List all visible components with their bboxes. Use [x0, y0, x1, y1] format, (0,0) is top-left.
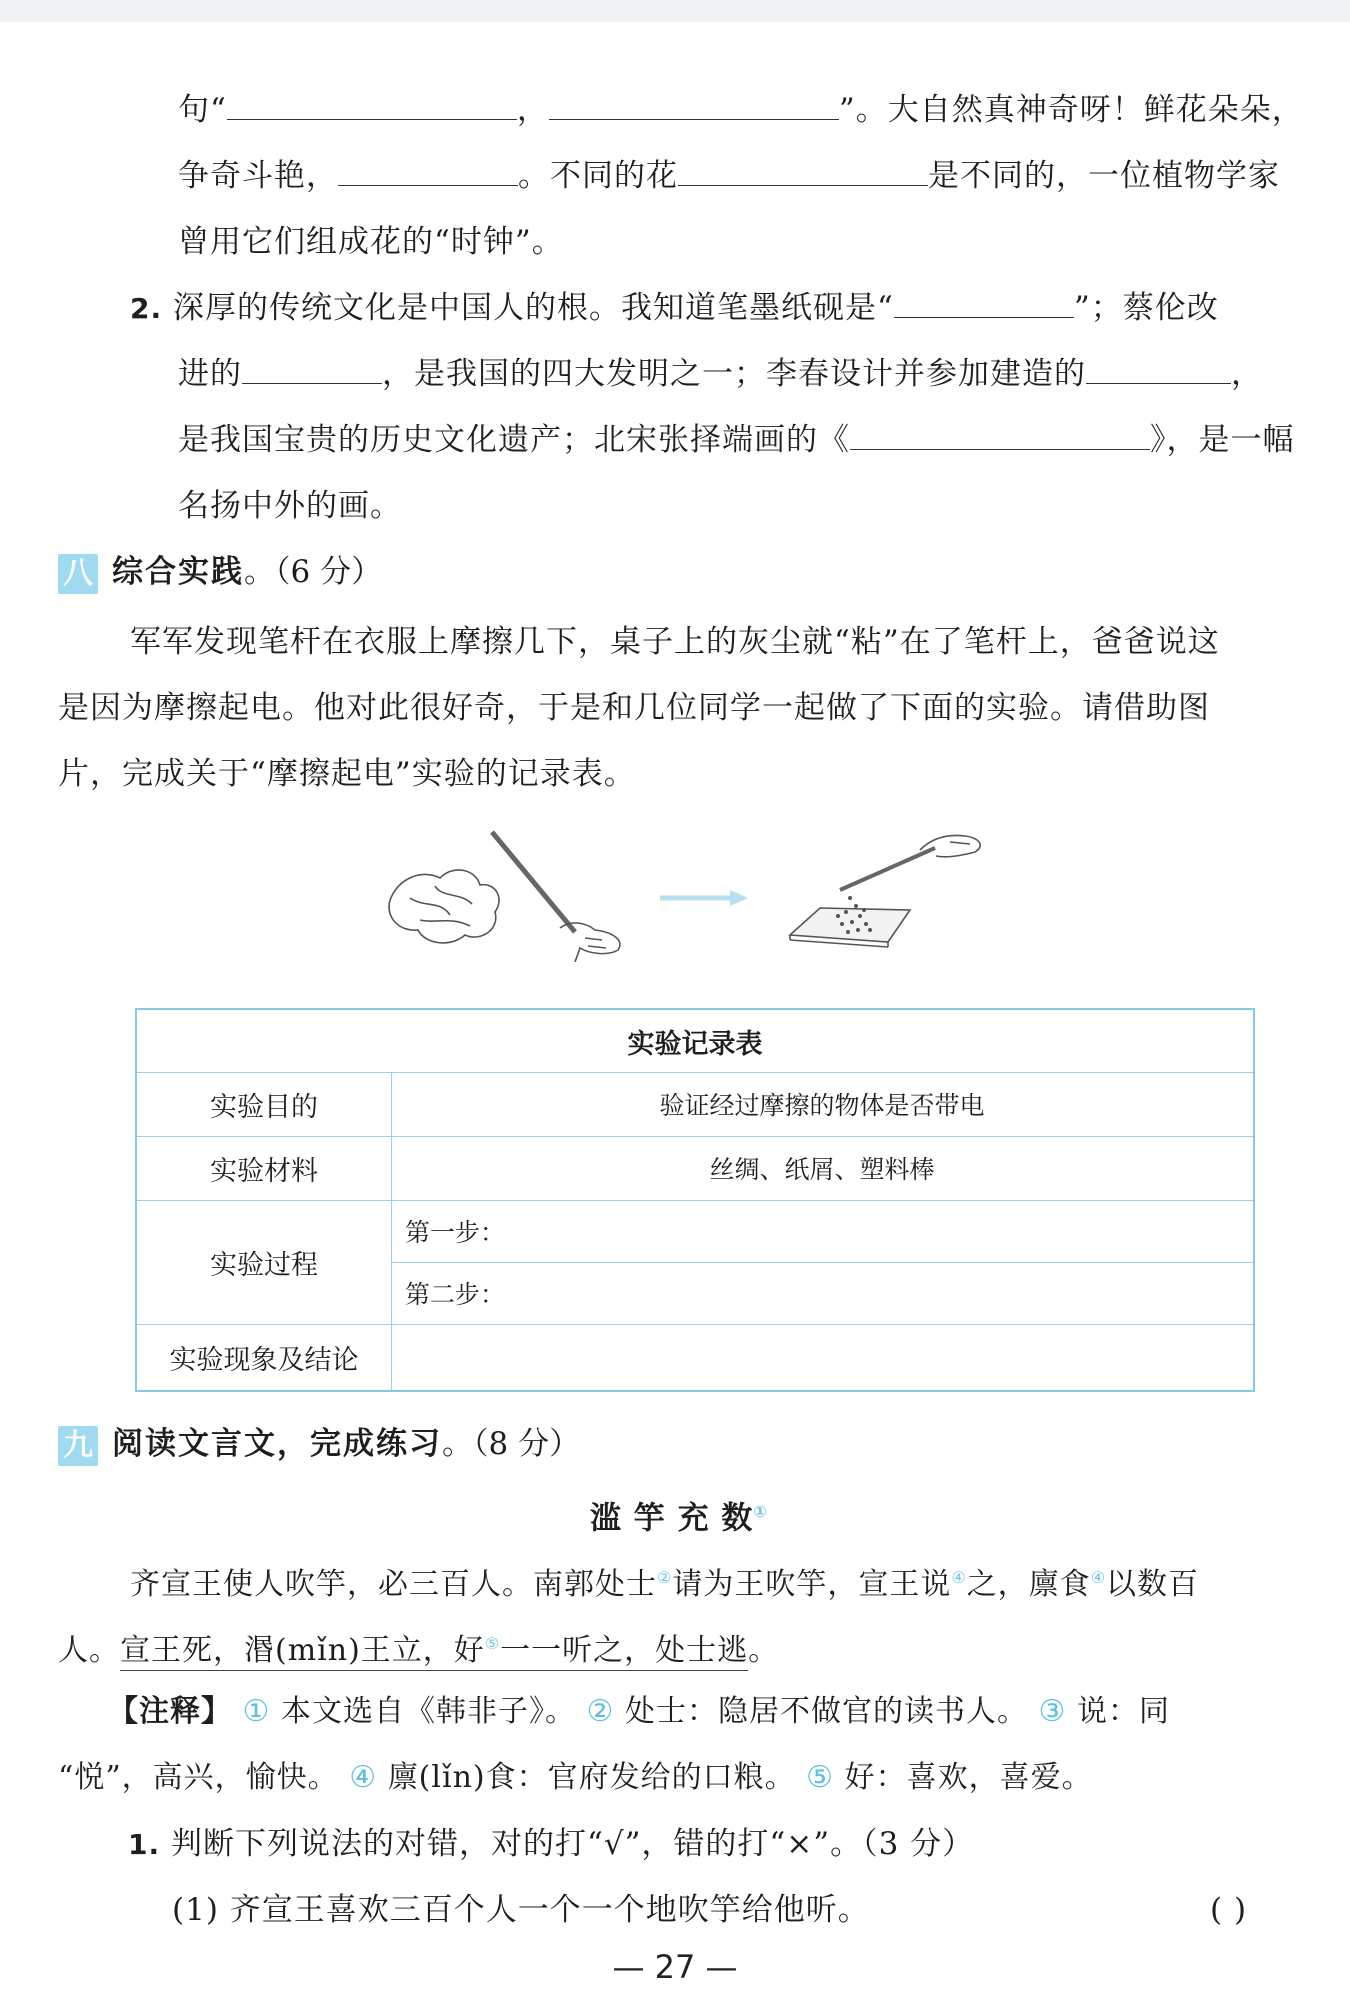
note-text: 本文选自《韩非子》。 [281, 1694, 576, 1729]
answer-blank[interactable] [678, 155, 928, 186]
text-segment: 之，廪食 [966, 1567, 1091, 1602]
note-marker: ④ [1090, 1568, 1107, 1587]
underlined-sentence [120, 1633, 748, 1671]
note-marker: ② [657, 1568, 673, 1587]
section-score: 。（8 分） [442, 1426, 581, 1462]
q7-item2-line3-text-a: 是我国宝贵的历史文化遗产；北宋张择端画的《 [178, 422, 850, 458]
note-text: 好：喜欢，喜爱。 [844, 1760, 1093, 1795]
page-number: — 27 — [612, 1948, 738, 1986]
experiment-record-table [135, 1008, 1255, 1392]
note-number: ③ [1038, 1694, 1067, 1729]
text-segment: 以数百 [1106, 1567, 1200, 1602]
answer-blank[interactable] [242, 353, 382, 384]
section-title: 综合实践 [112, 554, 244, 590]
notes-line1 [108, 1690, 1170, 1734]
section-9-heading [58, 1422, 580, 1466]
answer-blank[interactable] [850, 419, 1150, 450]
text-segment: 一一听之，处士逃 [500, 1633, 749, 1668]
q7-item2-line1 [130, 286, 1219, 331]
q9-1-item1 [172, 1888, 870, 1932]
q7-item2-line2-text-c: ， [1231, 356, 1263, 392]
q7-item2-line3-text-b: 》，是一幅 [1150, 422, 1295, 458]
text-segment: 宣王死，湣(mǐn)王立，好 [120, 1633, 485, 1668]
answer-blank[interactable] [549, 89, 839, 120]
notes-line2 [58, 1756, 1093, 1800]
section-8-heading [58, 550, 382, 594]
question-number: 2. [130, 292, 163, 325]
experiment-illustration [380, 820, 1000, 970]
question-text: 判断下列说法的对错，对的打“√”，错的打“×”。（3 分） [170, 1826, 975, 1862]
classical-text-line1 [130, 1556, 1199, 1607]
row-value-purpose: 验证经过摩擦的物体是否带电 [659, 1091, 985, 1120]
q7-item2-line1-text-b: ”；蔡伦改 [1073, 290, 1219, 326]
row-label-purpose: 实验目的 [210, 1091, 318, 1123]
silk-cloth-icon [389, 870, 499, 943]
row-label-materials: 实验材料 [210, 1155, 318, 1187]
table-column-divider [391, 1072, 392, 1390]
note-number: ④ [349, 1760, 378, 1795]
section-score: 。（6 分） [244, 554, 383, 590]
poem-title-text: 滥 竽 充 数 [590, 1500, 754, 1537]
note-text: “悦”，高兴，愉快。 [58, 1760, 339, 1795]
note-number: ⑤ [806, 1760, 835, 1795]
classical-text-line2 [58, 1622, 779, 1673]
note-marker: ① [753, 1502, 768, 1521]
arrow-icon [660, 890, 748, 906]
row-label-process: 实验过程 [210, 1249, 318, 1281]
answer-blank[interactable] [227, 89, 517, 120]
question-number: 1. [128, 1828, 161, 1861]
text-segment: 。 [748, 1633, 780, 1668]
note-text: 处士：隐居不做官的读书人。 [625, 1694, 1028, 1729]
sec8-para-line3: 片，完成关于“摩擦起电”实验的记录表。 [58, 756, 636, 792]
q7-line1-text-c: ”。大自然真神奇呀！鲜花朵朵， [838, 92, 1304, 128]
q9-1-prompt [128, 1822, 974, 1867]
text-segment: 请为王吹竽，宣王说 [672, 1567, 952, 1602]
q7-item2-line2-text-b: ，是我国的四大发明之一；李春设计并参加建造的 [382, 356, 1086, 392]
text-segment: 人。 [58, 1633, 120, 1668]
q7-line2-text-c: 是不同的，一位植物学家 [928, 158, 1280, 194]
note-text: 廪(lǐn)食：官府发给的口粮。 [387, 1760, 796, 1795]
text-segment: 齐宣王使人吹竽，必三百人。南郭处士 [130, 1567, 657, 1602]
section-badge: 八 [58, 554, 98, 594]
section-badge: 九 [58, 1426, 98, 1466]
answer-parentheses[interactable]: ( ) [1210, 1892, 1248, 1928]
note-number: ① [242, 1694, 271, 1729]
q7-line1 [178, 88, 1304, 132]
q7-line1-text-a: 句“ [178, 92, 227, 128]
q7-line2 [178, 154, 1280, 198]
q7-line2-text-b: 。不同的花 [518, 158, 678, 194]
plastic-rod-hand-icon [492, 832, 620, 962]
q7-item2-line2-text-a: 进的 [178, 356, 242, 392]
q7-line2-text-a: 争奇斗艳， [178, 158, 338, 194]
answer-blank[interactable] [894, 287, 1074, 318]
poem-title [590, 1490, 768, 1540]
q7-item2-line2 [178, 352, 1263, 396]
q7-item2-line4: 名扬中外的画。 [178, 488, 402, 524]
q7-line1-text-b: ， [516, 92, 549, 128]
judgement-statement: (1) 齐宣王喜欢三百个人一个一个地吹竽给他听。 [172, 1892, 870, 1928]
sec8-para-line1: 军军发现笔杆在衣服上摩擦几下，桌子上的灰尘就“粘”在了笔杆上，爸爸说这 [130, 624, 1220, 660]
row-label-result: 实验现象及结论 [169, 1344, 359, 1376]
answer-blank[interactable] [1086, 353, 1231, 384]
process-step2-label[interactable]: 第二步： [405, 1280, 506, 1309]
note-marker: ④ [951, 1568, 967, 1587]
table-title: 实验记录表 [627, 1028, 763, 1060]
sec8-para-line2: 是因为摩擦起电。他对此很好奇，于是和几位同学一起做了下面的实验。请借助图 [58, 690, 1210, 726]
row-value-materials: 丝绸、纸屑、塑料棒 [709, 1155, 935, 1184]
section-title: 阅读文言文，完成练习 [112, 1426, 442, 1462]
note-number: ② [586, 1694, 615, 1729]
notes-label: 【注释】 [108, 1694, 232, 1729]
answer-blank[interactable] [338, 155, 518, 186]
row-value-result[interactable] [391, 1324, 1253, 1390]
top-margin-band [0, 0, 1350, 22]
note-marker: ⑤ [484, 1634, 501, 1653]
process-step1-label[interactable]: 第一步： [405, 1218, 506, 1247]
q7-line3: 曾用它们组成花的“时钟”。 [178, 224, 564, 260]
note-text: 说：同 [1077, 1694, 1170, 1729]
paper-scraps-icon [790, 836, 980, 947]
q7-item2-line1-text: 深厚的传统文化是中国人的根。我知道笔墨纸砚是“ [172, 290, 894, 326]
q7-item2-line3 [178, 418, 1295, 462]
